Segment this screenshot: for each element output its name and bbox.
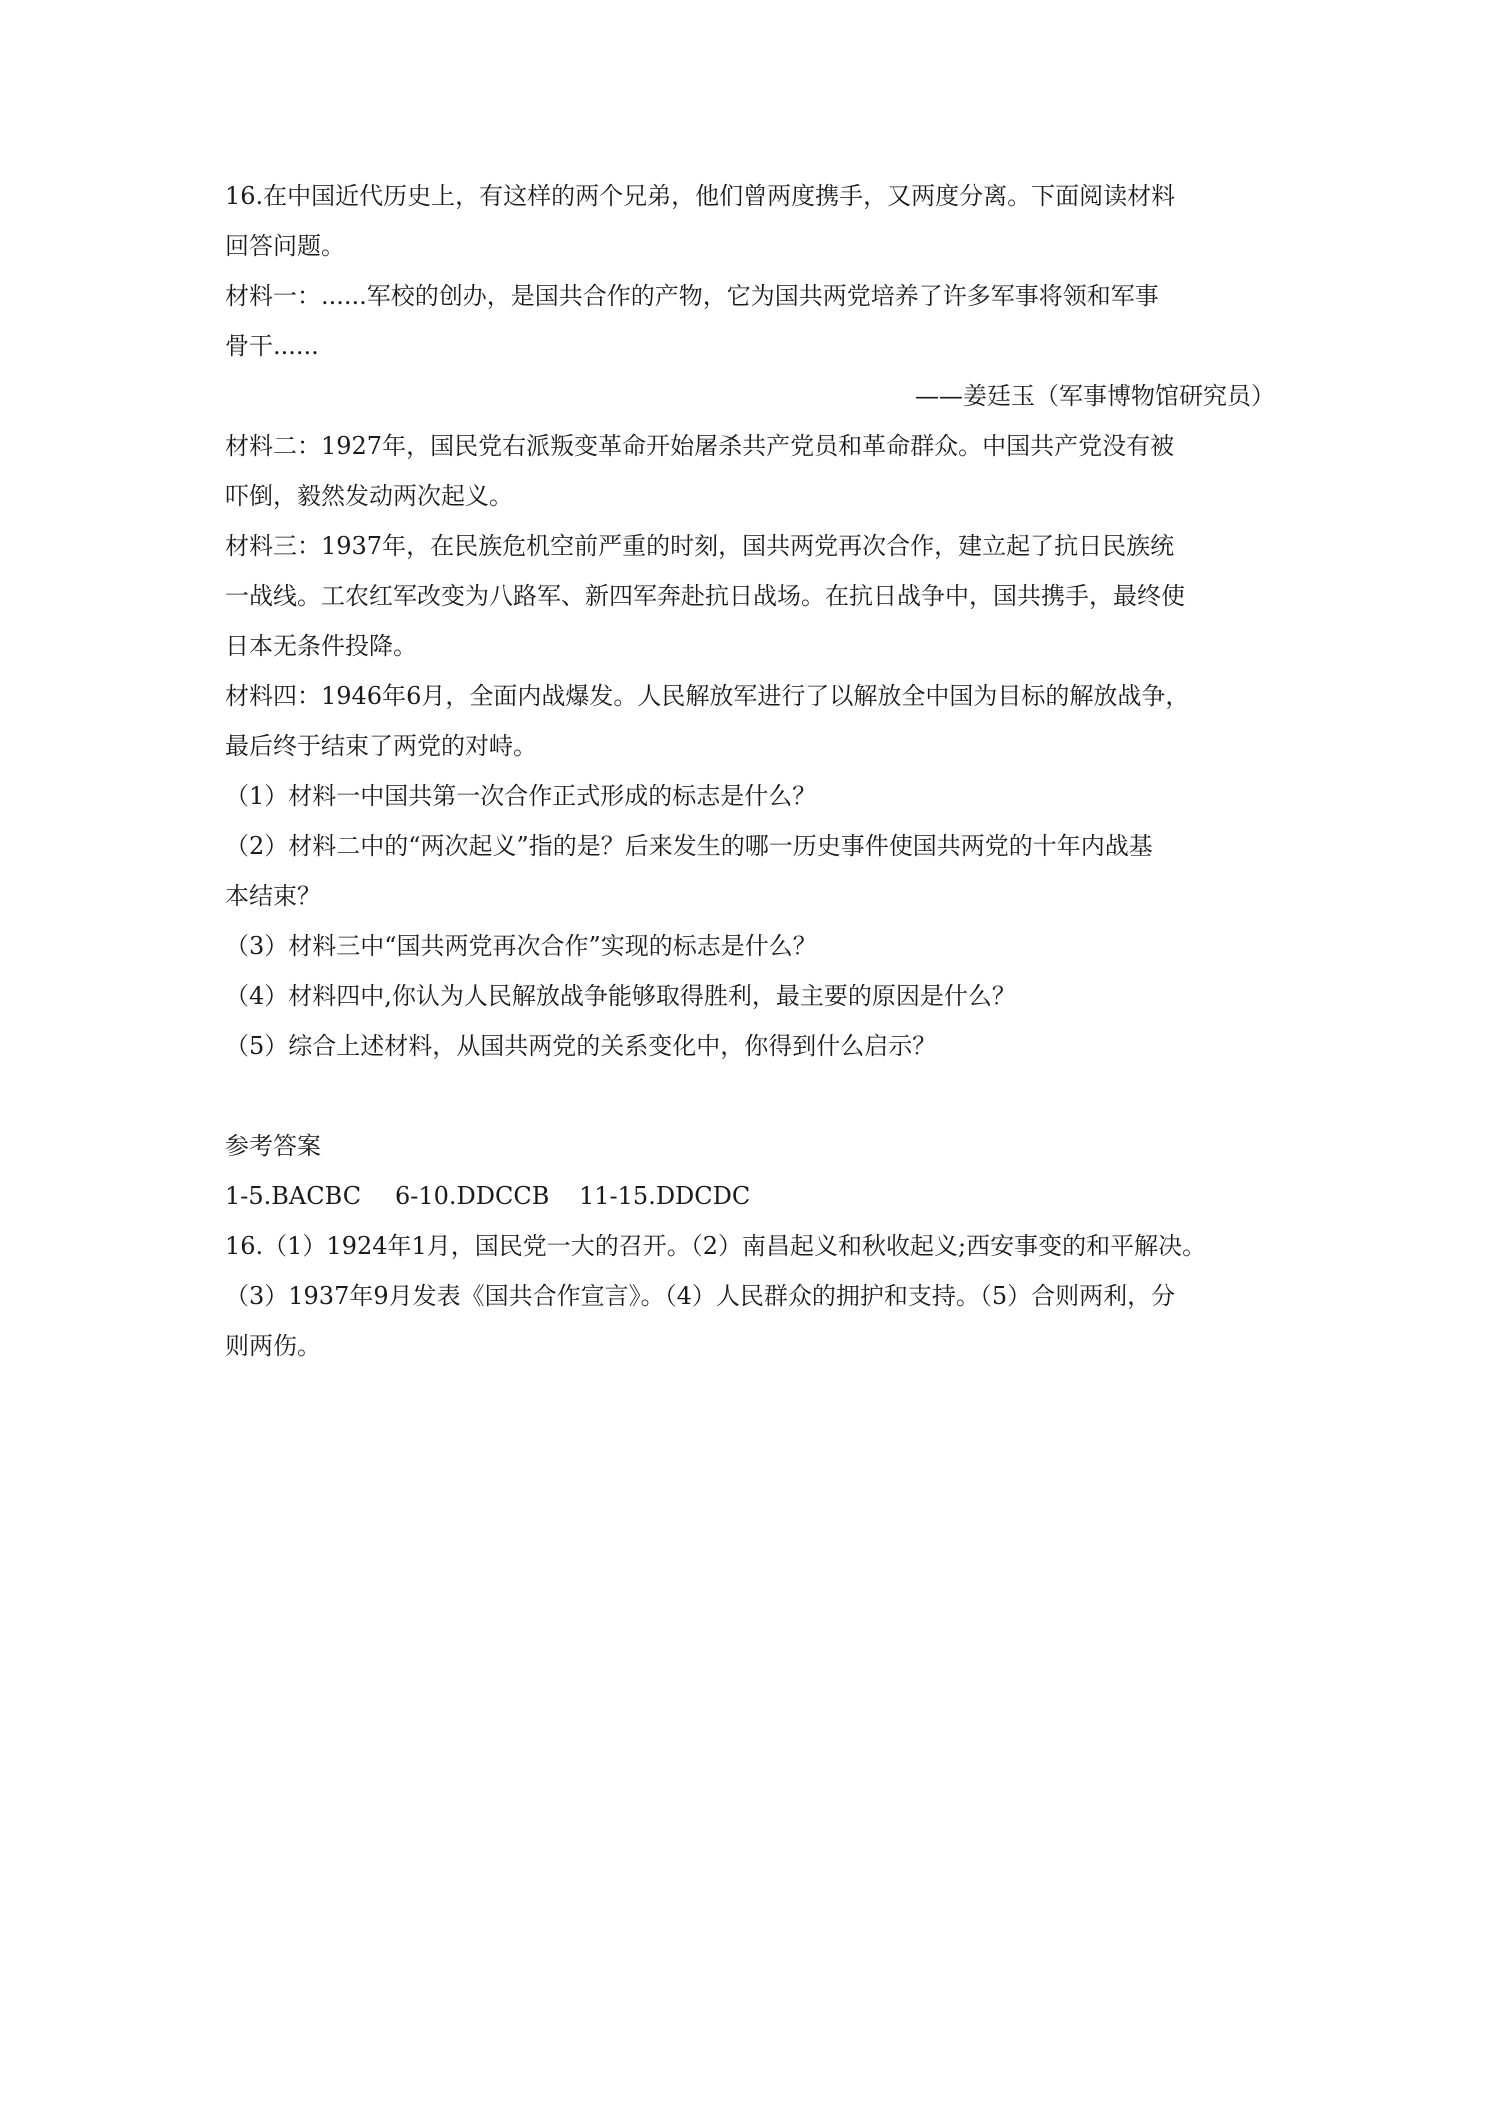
material-four-line: 材料四：1946年6月，全面内战爆发。人民解放军进行了以解放全中国为目标的解放战争， [225, 682, 1190, 710]
sub-question-line: （1）材料一中国共第一次合作正式形成的标志是什么？ [225, 782, 817, 810]
sub-question-1 [225, 778, 1275, 814]
multiple-choice-answers [225, 1178, 1275, 1214]
material-one-source: ——姜廷玉（军事博物馆研究员） [915, 382, 1275, 410]
answers-heading-text: 参考答案 [225, 1132, 321, 1160]
answers-heading [225, 1128, 1275, 1164]
answer-range-6-10: 6-10.DDCCB [395, 1182, 550, 1210]
multiple-choice-row [225, 1178, 1275, 1214]
question-stem-line: 16.在中国近代历史上，有这样的两个兄弟，他们曾两度携手，又两度分离。下面阅读材料 [225, 182, 1176, 210]
material-two [225, 428, 1275, 514]
sub-question-2 [225, 828, 1275, 914]
section-spacer [225, 1078, 1275, 1128]
question-stem [225, 178, 1275, 264]
answer-16 [225, 1228, 1275, 1364]
material-three-line: 日本无条件投降。 [225, 632, 417, 660]
material-three-line: 一战线。工农红军改变为八路军、新四军奔赴抗日战场。在抗日战争中，国共携手，最终使 [225, 582, 1185, 610]
answer-range-11-15: 11-15.DDCDC [579, 1182, 751, 1210]
document-page [225, 178, 1275, 1378]
material-four-line: 最后终于结束了两党的对峙。 [225, 732, 537, 760]
material-two-line: 吓倒，毅然发动两次起义。 [225, 482, 513, 510]
sub-question-4 [225, 978, 1275, 1014]
material-one-line: 材料一：......军校的创办，是国共合作的产物，它为国共两党培养了许多军事将领和军事 [225, 282, 1159, 310]
question-stem-line: 回答问题。 [225, 232, 345, 260]
material-one [225, 278, 1275, 414]
material-four [225, 678, 1275, 764]
answer-16-line: 16.（1）1924年1月，国民党一大的召开。（2）南昌起义和秋收起义;西安事变的和平解决。 [225, 1232, 1207, 1260]
material-three [225, 528, 1275, 664]
sub-question-line: （4）材料四中,你认为人民解放战争能够取得胜利，最主要的原因是什么？ [225, 982, 1016, 1010]
sub-question-line: （2）材料二中的“两次起义”指的是？后来发生的哪一历史事件使国共两党的十年内战基 [225, 832, 1153, 860]
sub-question-line: 本结束？ [225, 882, 321, 910]
sub-question-line: （5）综合上述材料，从国共两党的关系变化中，你得到什么启示？ [225, 1032, 937, 1060]
answer-16-line: （3）1937年9月发表《国共合作宣言》。（4）人民群众的拥护和支持。（5）合则两利，分 [225, 1282, 1176, 1310]
sub-question-3 [225, 928, 1275, 964]
material-one-line: 骨干...... [225, 332, 319, 360]
answer-range-1-5: 1-5.BACBC [225, 1182, 362, 1210]
sub-question-5 [225, 1028, 1275, 1064]
answer-16-line: 则两伤。 [225, 1332, 321, 1360]
material-two-line: 材料二：1927年，国民党右派叛变革命开始屠杀共产党员和革命群众。中国共产党没有被 [225, 432, 1175, 460]
material-three-line: 材料三：1937年，在民族危机空前严重的时刻，国共两党再次合作，建立起了抗日民族统 [225, 532, 1175, 560]
sub-question-line: （3）材料三中“国共两党再次合作”实现的标志是什么？ [225, 932, 817, 960]
